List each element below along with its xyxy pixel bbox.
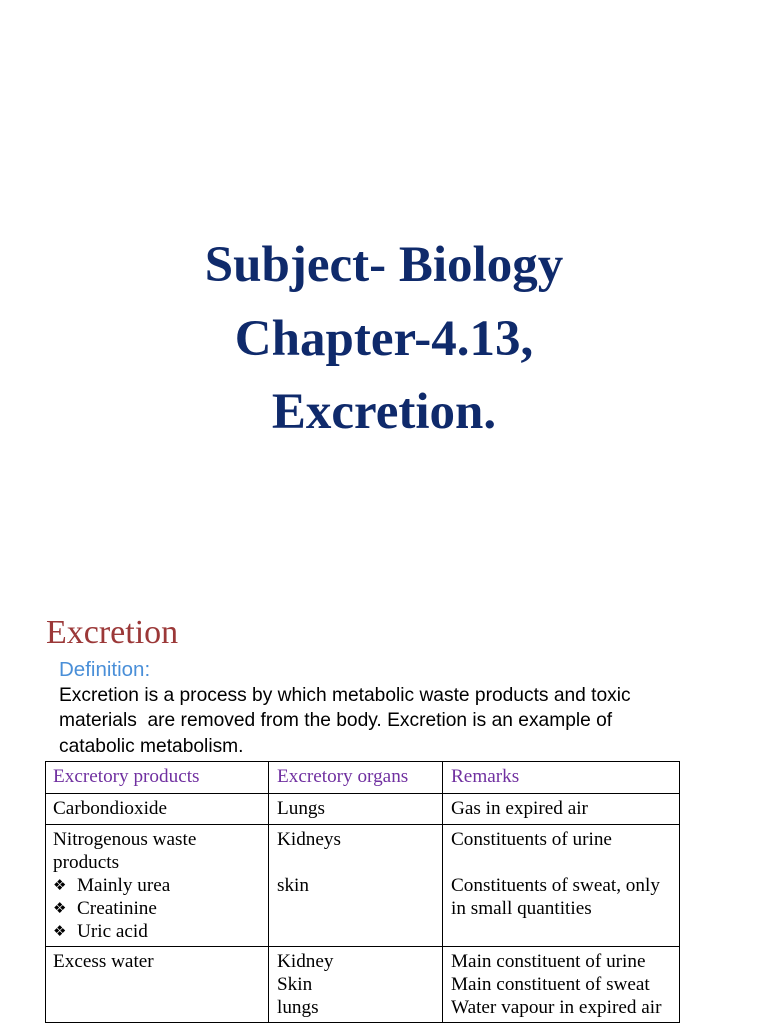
cell-line: Main constituent of sweat <box>451 974 650 995</box>
table-row <box>46 825 680 947</box>
cell-line: Kidneys <box>277 829 341 850</box>
cell-line: Main constituent of urine <box>451 951 646 972</box>
cell-line: Lungs <box>277 798 325 819</box>
table-row <box>46 794 680 825</box>
bullet-item <box>53 897 262 920</box>
table-header-cell: Excretory organs <box>269 762 443 794</box>
table-cell-remarks <box>443 794 680 825</box>
cell-line: Nitrogenous waste <box>53 829 197 850</box>
bullet-text: Creatinine <box>77 898 157 919</box>
table-cell-remarks <box>443 947 680 1023</box>
table-cell-remarks <box>443 825 680 947</box>
bullet-text: Mainly urea <box>77 875 171 896</box>
cell-line: Gas in expired air <box>451 798 588 819</box>
title-subject: Subject- Biology <box>204 237 564 293</box>
cell-line: Constituents of sweat, only <box>451 875 660 896</box>
table-header-row <box>46 762 680 794</box>
definition-line: Excretion is a process by which metabolic waste products and toxic <box>59 684 631 706</box>
bullet-item <box>53 920 262 943</box>
cell-line: skin <box>277 875 309 896</box>
cell-line: Skin <box>277 974 313 995</box>
table-cell-product <box>46 947 269 1023</box>
diamond-bullet-icon: ❖ <box>53 922 67 940</box>
diamond-bullet-icon: ❖ <box>53 899 67 917</box>
definition-line: catabolic metabolism. <box>59 736 244 758</box>
definition-line: materials are removed from the body. Excretion is an example of <box>59 710 613 732</box>
cell-line: Constituents of urine <box>451 829 612 850</box>
cell-line: lungs <box>277 997 319 1018</box>
table-cell-product <box>46 825 269 947</box>
bullet-item <box>53 874 262 897</box>
table-cell-organs <box>269 825 443 947</box>
table-row <box>46 947 680 1023</box>
definition-label: Definition: <box>59 658 151 681</box>
cell-line: in small quantities <box>451 898 592 919</box>
excretion-table <box>45 761 680 1023</box>
section-heading: Excretion <box>46 614 179 651</box>
table-header-cell: Remarks <box>443 762 680 794</box>
cell-line: products <box>53 852 120 873</box>
title-topic: Excretion. <box>271 384 497 440</box>
definition-block <box>59 657 631 760</box>
table-cell-product <box>46 794 269 825</box>
cell-line: Excess water <box>53 951 154 972</box>
title-chapter: Chapter-4.13, <box>234 311 534 367</box>
table-cell-organs <box>269 947 443 1023</box>
cell-line: Water vapour in expired air <box>451 997 662 1018</box>
table-cell-organs <box>269 794 443 825</box>
cell-line: Carbondioxide <box>53 798 168 819</box>
table-header-cell: Excretory products <box>46 762 269 794</box>
cell-line: Kidney <box>277 951 334 972</box>
bullet-text: Uric acid <box>77 921 148 942</box>
diamond-bullet-icon: ❖ <box>53 876 67 894</box>
